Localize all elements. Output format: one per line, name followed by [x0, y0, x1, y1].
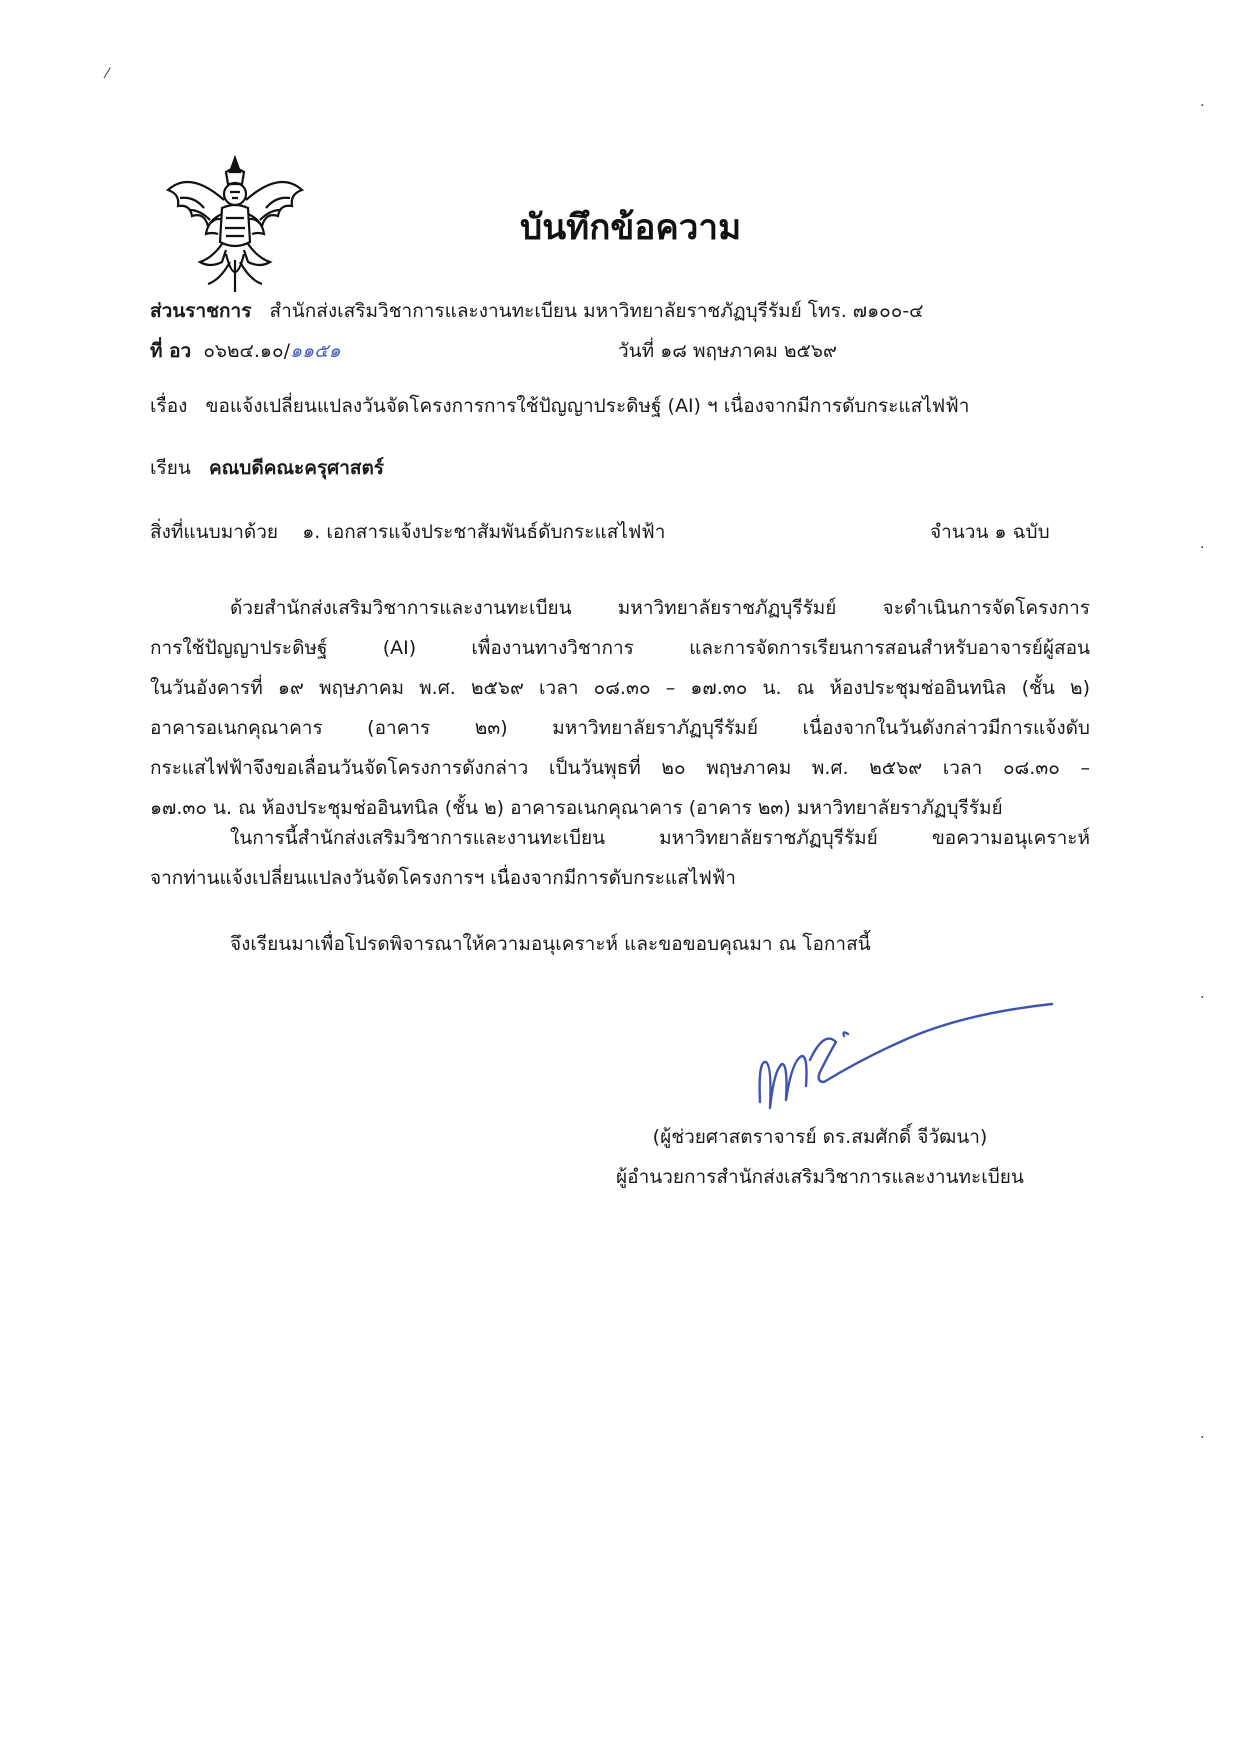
stray-mark: ⁄ — [106, 66, 109, 82]
reference-line — [150, 342, 341, 361]
attachment-label: สิ่งที่แนบมาด้วย — [150, 521, 279, 543]
paragraph-line: ในวันอังคารที่ ๑๙ พฤษภาคม พ.ศ. ๒๕๖๙ เวลา ๐๘.๓๐ – ๑๗.๓๐ น. ณ ห้องประชุมช่ออินทนิล (ชั้น ๒) — [150, 677, 1090, 699]
department-value: สำนักส่งเสริมวิชาการและงานทะเบียน มหาวิทยาลัยราชภัฏบุรีรัมย์ โทร. ๗๑๐๐-๔ — [269, 300, 924, 322]
paragraph-line: ด้วยสำนักส่งเสริมวิชาการและงานทะเบียน มหาวิทยาลัยราชภัฏบุรีรัมย์ จะดำเนินการจัดโครงการ — [230, 597, 1090, 619]
attachment-value: ๑. เอกสารแจ้งประชาสัมพันธ์ดับกระแสไฟฟ้า — [302, 521, 666, 543]
subject-value: ขอแจ้งเปลี่ยนแปลงวันจัดโครงการการใช้ปัญญาประดิษฐ์ (AI) ฯ เนื่องจากมีการดับกระแสไฟฟ้า — [205, 395, 970, 417]
garuda-emblem-icon — [160, 150, 310, 300]
subject-label: เรื่อง — [150, 395, 188, 417]
paragraph-line: การใช้ปัญญาประดิษฐ์ (AI) เพื่องานทางวิชาการ และการจัดการเรียนการสอนสำหรับอาจารย์ผู้สอน — [150, 637, 1090, 659]
reference-label: ที่ อว — [150, 340, 192, 362]
memo-title: บันทึกข้อความ — [520, 208, 742, 248]
body-paragraph-1 — [150, 588, 1090, 828]
body-paragraph-2 — [150, 818, 1090, 898]
stray-mark: · — [1200, 1430, 1205, 1446]
paragraph-line: ๑๗.๓๐ น. ณ ห้องประชุมช่ออินทนิล (ชั้น ๒) อาคารอเนกคุณาคาร (อาคาร ๒๓) มหาวิทยาลัยราภัฏบุรีรัมย์ — [150, 797, 1003, 819]
reference-handwritten-number: ๑๑๕๑ — [290, 340, 341, 362]
department-line — [150, 302, 924, 321]
paragraph-line: ในการนี้สำนักส่งเสริมวิชาการและงานทะเบียน มหาวิทยาลัยราชภัฏบุรีรัมย์ ขอความอนุเคราะห์ — [230, 827, 1090, 849]
paragraph-line: กระแสไฟฟ้าจึงขอเลื่อนวันจัดโครงการดังกล่าว เป็นวันพุธที่ ๒๐ พฤษภาคม พ.ศ. ๒๕๖๙ เวลา ๐๘.๓๐ – — [150, 757, 1090, 779]
department-label: ส่วนราชการ — [150, 300, 252, 322]
date-text: วันที่ ๑๘ พฤษภาคม ๒๕๖๙ — [618, 340, 837, 362]
recipient-value: คณบดีคณะครุศาสตร์ — [208, 457, 385, 479]
recipient-label: เรียน — [150, 457, 191, 479]
reference-value: ๐๖๒๔.๑๐/ — [203, 340, 290, 362]
stray-mark: · — [1200, 990, 1205, 1006]
signature-icon — [740, 990, 1060, 1120]
signer-name: (ผู้ช่วยศาสตราจารย์ ดร.สมศักดิ์ จีวัฒนา) — [652, 1126, 988, 1148]
stray-mark: · — [1200, 540, 1205, 556]
recipient-line — [150, 459, 384, 478]
stray-mark: · — [1200, 98, 1205, 114]
subject-line — [150, 397, 969, 416]
attachment-line — [150, 523, 665, 542]
attachment-count: จำนวน ๑ ฉบับ — [930, 521, 1050, 543]
paragraph-line: จากท่านแจ้งเปลี่ยนแปลงวันจัดโครงการฯ เนื่องจากมีการดับกระแสไฟฟ้า — [150, 867, 736, 889]
closing-text: จึงเรียนมาเพื่อโปรดพิจารณาให้ความอนุเคราะห์ และขอขอบคุณมา ณ โอกาสนี้ — [230, 933, 871, 955]
paragraph-line: อาคารอเนกคุณาคาร (อาคาร ๒๓) มหาวิทยาลัยราภัฏบุรีรัมย์ เนื่องจากในวันดังกล่าวมีการแจ้งดับ — [150, 717, 1090, 739]
signer-position: ผู้อำนวยการสำนักส่งเสริมวิชาการและงานทะเบียน — [616, 1166, 1024, 1188]
